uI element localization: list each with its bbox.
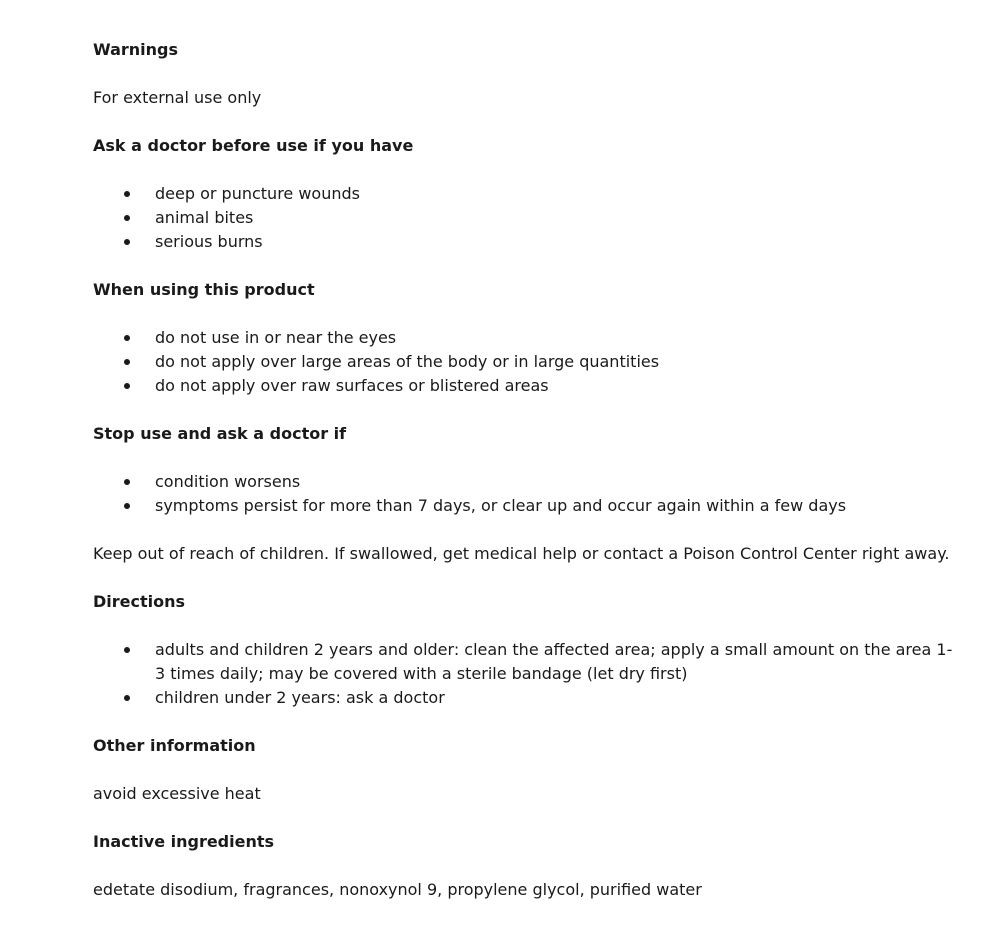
list-item — [93, 374, 953, 398]
other-information-text: avoid excessive heat — [93, 784, 261, 803]
directions-heading: Directions — [93, 592, 186, 611]
list-item — [93, 230, 953, 254]
bullet-icon — [124, 215, 130, 221]
list-item-text: symptoms persist for more than 7 days, or clear up and occur again within a few days — [155, 496, 847, 515]
when-using-heading: When using this product — [93, 280, 315, 299]
bullet-icon — [124, 191, 130, 197]
bullet-icon — [124, 239, 130, 245]
directions-list — [93, 638, 953, 710]
inactive-ingredients-heading: Inactive ingredients — [93, 832, 275, 851]
external-use-text: For external use only — [93, 88, 262, 107]
bullet-icon — [124, 695, 130, 701]
list-item-text: condition worsens — [155, 472, 301, 491]
list-item-text: do not use in or near the eyes — [155, 328, 397, 347]
list-item — [93, 350, 953, 374]
list-item — [93, 326, 953, 350]
bullet-icon — [124, 383, 130, 389]
bullet-icon — [124, 503, 130, 509]
list-item-text: do not apply over raw surfaces or blistered areas — [155, 376, 549, 395]
list-item-text: serious burns — [155, 232, 263, 251]
list-item-text: do not apply over large areas of the body or in large quantities — [155, 352, 660, 371]
bullet-icon — [124, 335, 130, 341]
inactive-ingredients-text: edetate disodium, fragrances, nonoxynol 9, propylene glycol, purified water — [93, 880, 702, 899]
list-item — [93, 686, 953, 710]
drug-facts-document — [93, 38, 953, 926]
list-item-text: adults and children 2 years and older: clean the affected area; apply a small amount on the area 1-3 times daily; may be covered with a sterile bandage (let dry first) — [155, 640, 953, 683]
other-information-heading: Other information — [93, 736, 256, 755]
bullet-icon — [124, 479, 130, 485]
stop-use-heading: Stop use and ask a doctor if — [93, 424, 347, 443]
bullet-icon — [124, 647, 130, 653]
list-item-text: children under 2 years: ask a doctor — [155, 688, 445, 707]
list-item — [93, 470, 953, 494]
bullet-icon — [124, 359, 130, 365]
list-item-text: deep or puncture wounds — [155, 184, 360, 203]
list-item — [93, 638, 953, 686]
list-item — [93, 182, 953, 206]
list-item — [93, 494, 953, 518]
stop-use-list — [93, 470, 953, 518]
list-item — [93, 206, 953, 230]
list-item-text: animal bites — [155, 208, 254, 227]
keep-out-of-reach-text: Keep out of reach of children. If swallowed, get medical help or contact a Poison Control Center right away. — [93, 544, 950, 563]
when-using-list — [93, 326, 953, 398]
ask-doctor-heading: Ask a doctor before use if you have — [93, 136, 414, 155]
warnings-heading: Warnings — [93, 40, 179, 59]
ask-doctor-list — [93, 182, 953, 254]
